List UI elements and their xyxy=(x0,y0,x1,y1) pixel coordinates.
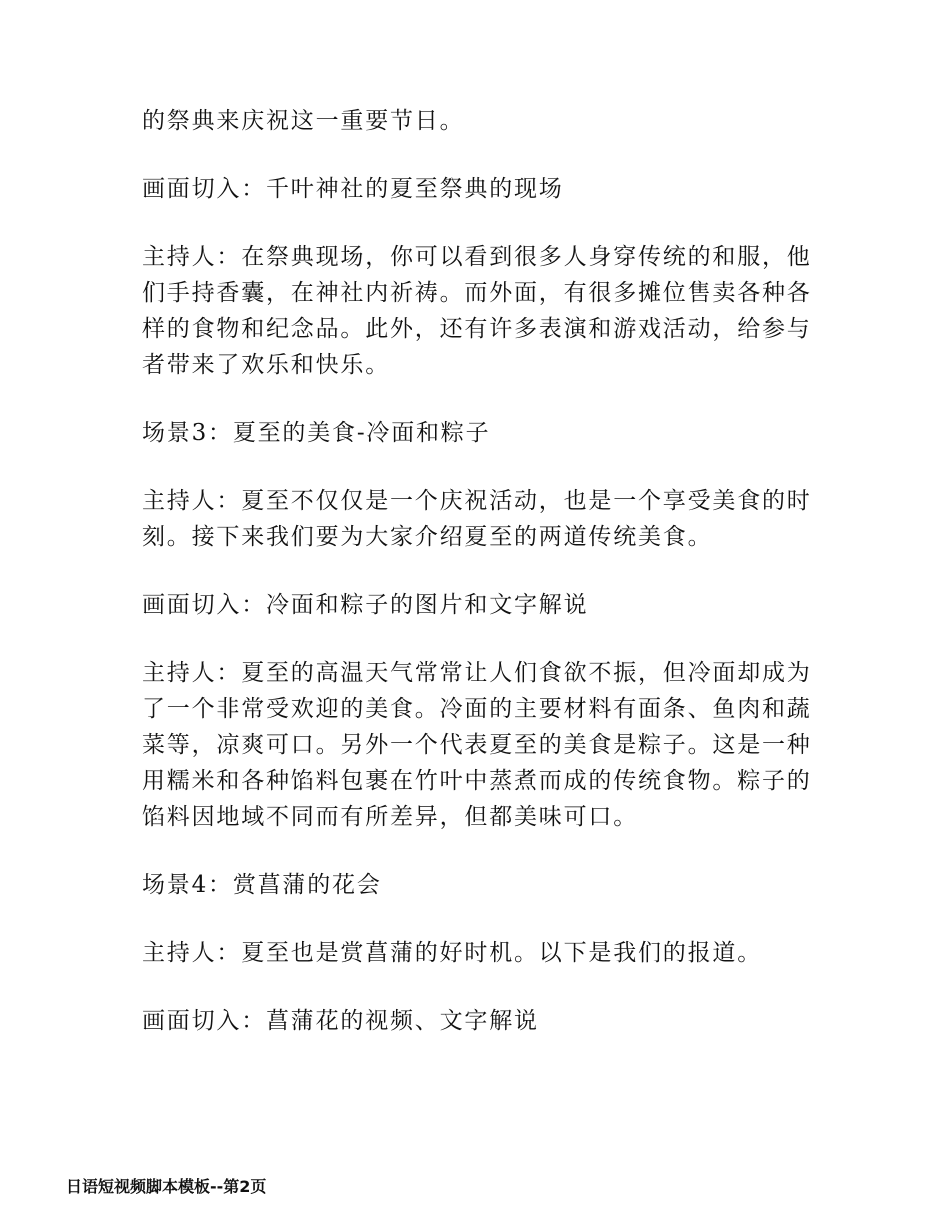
paragraph-host-iris: 主持人：夏至也是赏菖蒲的好时机。以下是我们的报道。 xyxy=(142,940,762,966)
paragraph-scene-3-heading: 场景3：夏至的美食-冷面和粽子 xyxy=(142,420,491,446)
page-footer: 日语短视频脚本模板--第2页 xyxy=(66,1177,267,1196)
document-body xyxy=(142,103,822,1071)
paragraph-scene-cut-iris: 画面切入：菖蒲花的视频、文字解说 xyxy=(142,1008,539,1034)
paragraph-host-food-detail: 主持人：夏至的高温天气常常让人们食欲不振，但冷面却成为了一个非常受欢迎的美食。冷面的主要材料有面条、鱼肉和蔬菜等，凉爽可口。另外一个代表夏至的美食是粽子。这是一种用糯米和各种馅料包裹在竹叶中蒸煮而成的传统食物。粽子的馅料因地域不同而有所差异，但都美味可口。 xyxy=(142,660,812,830)
paragraph-host-festival: 主持人：在祭典现场，你可以看到很多人身穿传统的和服，他们手持香囊，在神社内祈祷。而外面，有很多摊位售卖各种各样的食物和纪念品。此外，还有许多表演和游戏活动，给参与者带来了欢乐和快乐。 xyxy=(142,244,812,378)
paragraph-festival-intro: 的祭典来庆祝这一重要节日。 xyxy=(142,108,465,134)
paragraph-scene-4-heading: 场景4：赏菖蒲的花会 xyxy=(142,872,382,898)
paragraph-scene-cut-shrine: 画面切入：千叶神社的夏至祭典的现场 xyxy=(142,176,564,202)
paragraph-host-food-intro: 主持人：夏至不仅仅是一个庆祝活动，也是一个享受美食的时刻。接下来我们要为大家介绍夏至的两道传统美食。 xyxy=(142,488,812,550)
paragraph-scene-cut-food: 画面切入：冷面和粽子的图片和文字解说 xyxy=(142,592,589,618)
